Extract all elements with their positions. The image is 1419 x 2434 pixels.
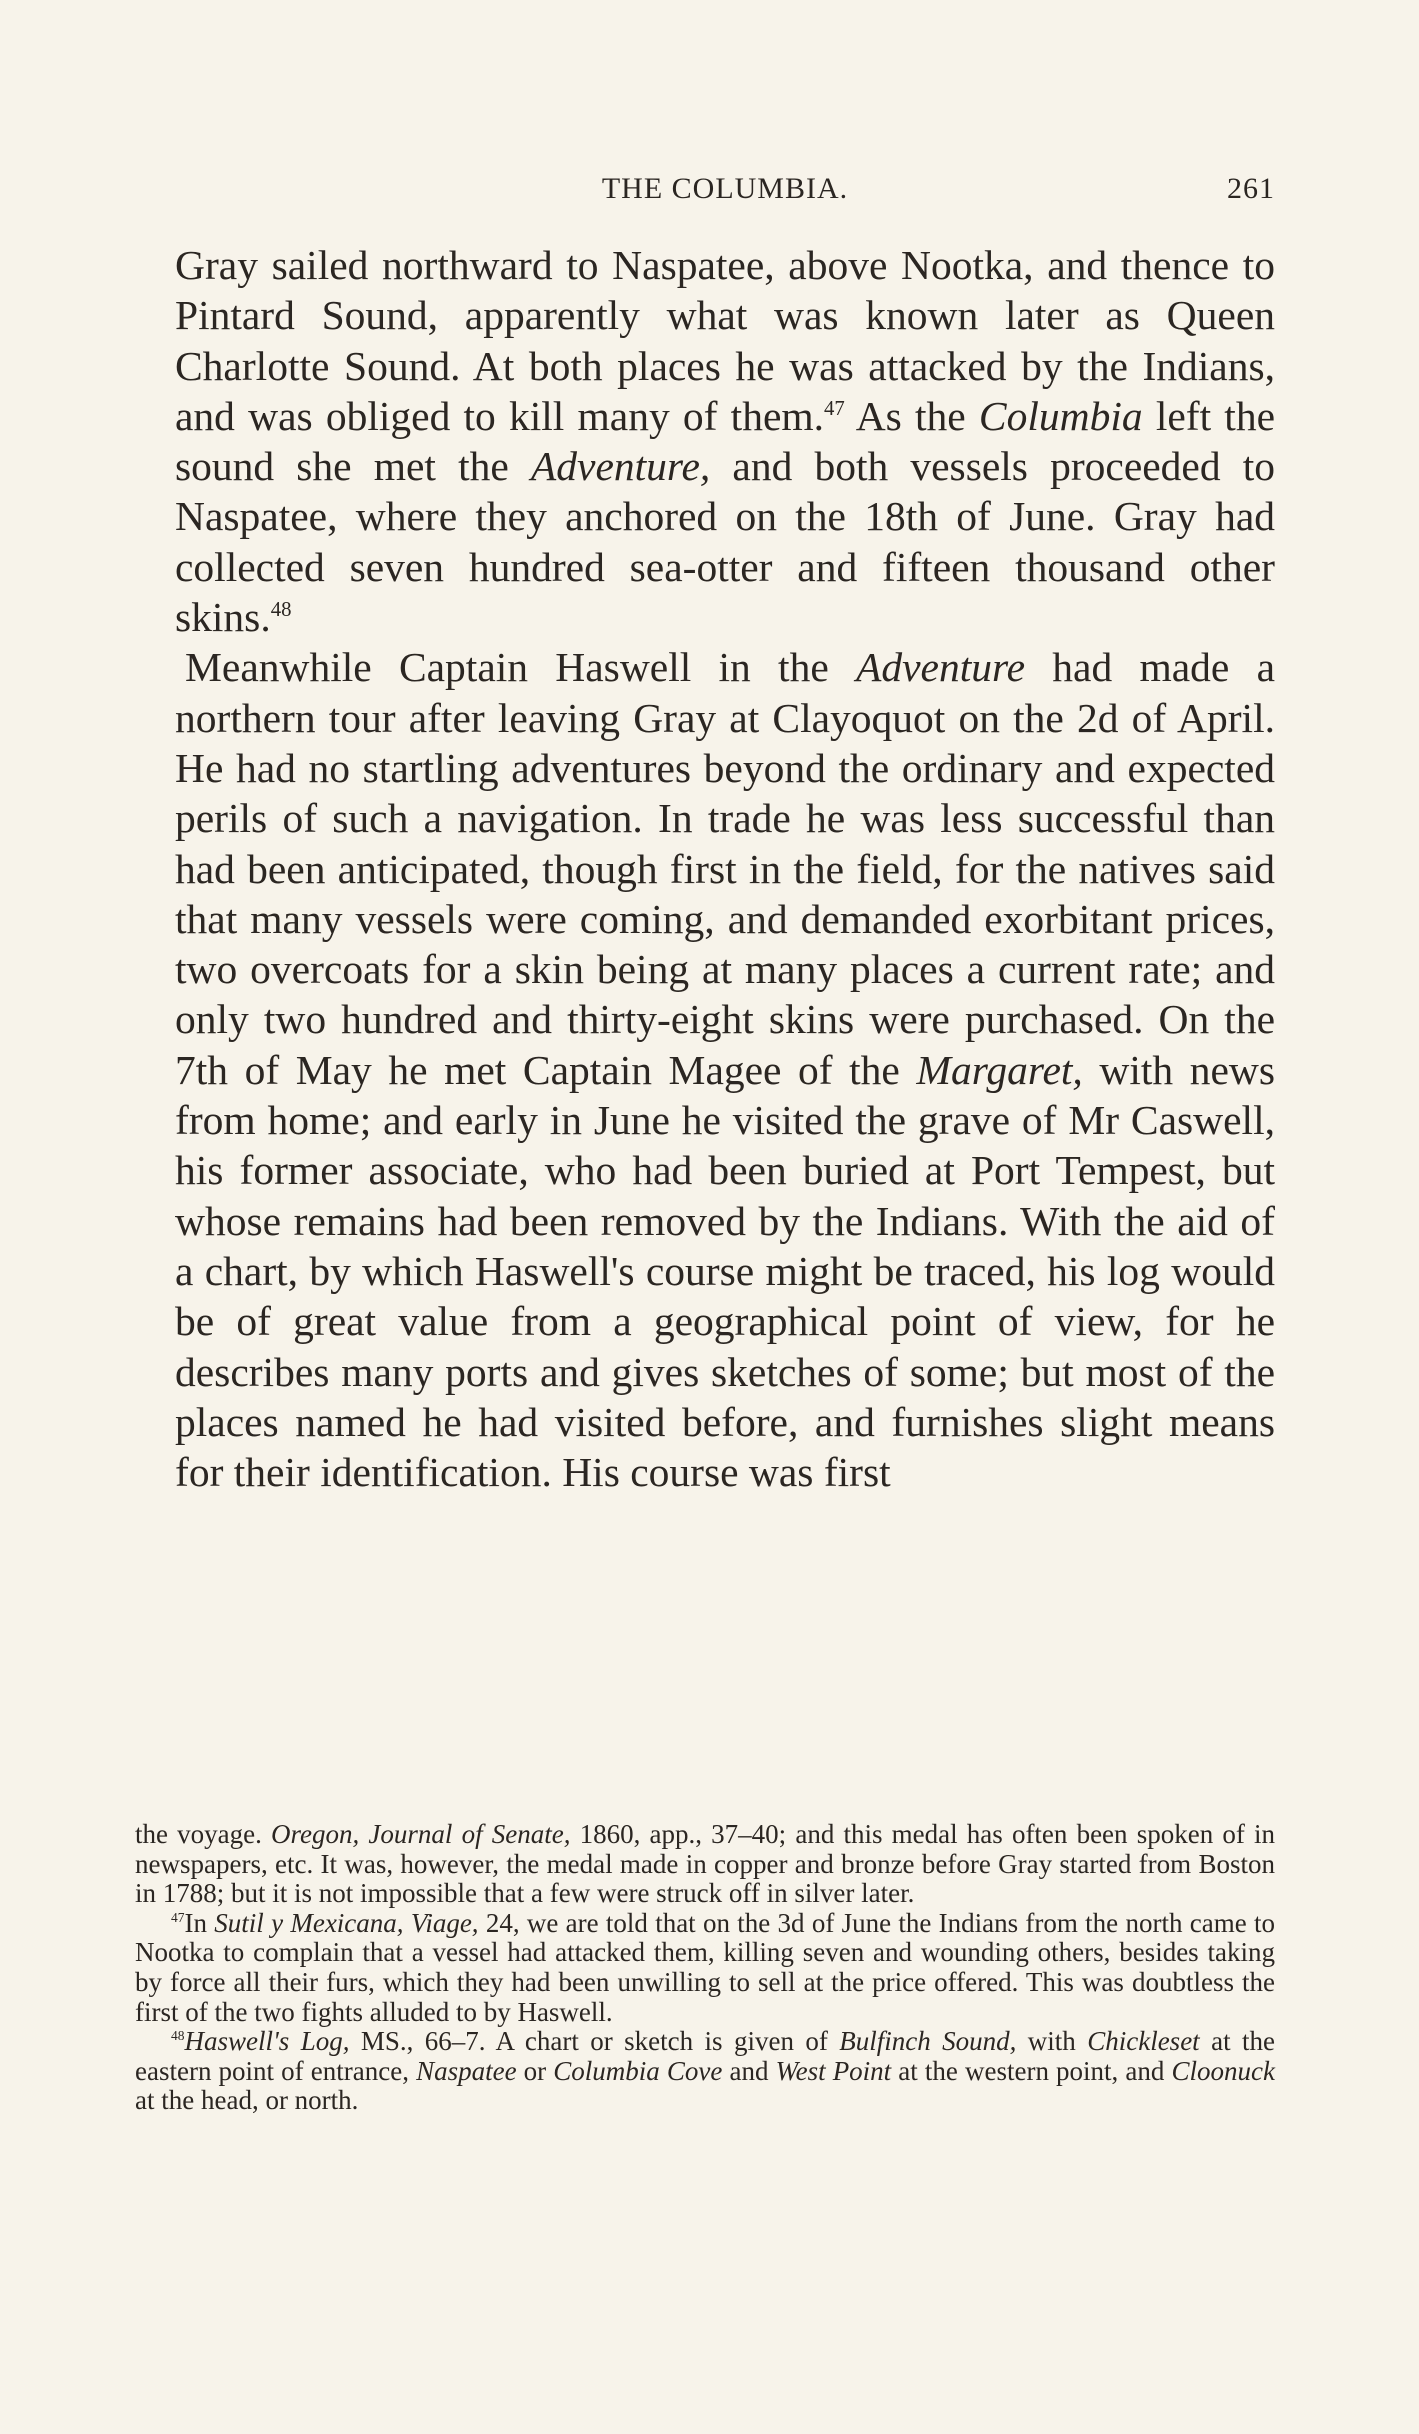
- footnote-47: [135, 1909, 1275, 2027]
- place-name: Bulfinch Sound,: [839, 2026, 1017, 2057]
- place-name: West Point: [775, 2055, 892, 2086]
- running-head: [175, 172, 1275, 212]
- footnote-48: [135, 2027, 1275, 2116]
- footnote-ref-48: 48: [270, 599, 292, 622]
- text-span: the voyage.: [135, 1819, 272, 1849]
- text-span: left the sound she met the: [175, 392, 1276, 490]
- text-span: at the eastern point of entrance,: [135, 2026, 1275, 2086]
- footnote-continuation: [135, 1820, 1275, 1909]
- text-span: Gray sailed northward to Naspatee, above Nootka, and thence to Pintard Sound, apparently what was known later as Queen Charlotte Sound. At both places he was attacked by the Indians, and was obliged to kill many of them.: [175, 242, 1275, 439]
- ship-name-margaret: Margaret,: [916, 1046, 1083, 1093]
- text-span: Meanwhile Captain Haswell in the: [185, 644, 857, 691]
- page-number: 261: [1227, 172, 1275, 205]
- text-span: In: [184, 1907, 215, 1938]
- text-span: 1860, app., 37–40; and this medal has often been spoken of in newspapers, etc. It was, however, the medal made in copper and bronze before Gray started from Boston in 1788; but it is not impossible that a few were struck off in silver later.: [135, 1819, 1276, 1909]
- footnote-ref-47: 47: [824, 398, 845, 421]
- text-span: As the: [844, 392, 979, 439]
- citation-title: Sutil y Mexicana, Viage,: [214, 1907, 479, 1938]
- ship-name-adventure: Adventure,: [530, 443, 711, 490]
- text-span: or: [516, 2055, 554, 2086]
- place-name: Cloonuck: [1171, 2055, 1275, 2086]
- place-name: Naspatee: [416, 2055, 517, 2086]
- place-name: Columbia Cove: [553, 2055, 723, 2086]
- text-span: 24, we are told that on the 3d of June the Indians from the north came to Nootka to complain that a vessel had attacked them, killing seven and wounding others, besides taking by force all their furs, which they had been unwilling to sell at the price offered. This was doubtless the first of the two fights alluded to by Haswell.: [135, 1907, 1275, 2027]
- citation-title: Oregon, Journal of Senate,: [271, 1819, 571, 1849]
- paragraph-1: [175, 240, 1275, 642]
- ship-name-columbia: Columbia: [978, 392, 1143, 439]
- text-span: with: [1016, 2026, 1088, 2057]
- body-text: [175, 240, 1275, 1497]
- citation-title: Haswell's Log,: [184, 2026, 350, 2057]
- ship-name-adventure: Adventure: [856, 644, 1026, 691]
- text-span: had made a northern tour after leaving Gray at Clayoquot on the 2d of April. He had no startling adventures beyond the ordinary and expected perils of such a navigation. In trade he was less successful than had been anticipated, though first in the field, for the natives said that many vessels were coming, and demanded exorbitant prices, two overcoats for a skin being at many places a current rate; and only two hundred and thirty-eight skins were purchased. On the 7th of May he met Captain Magee of the: [175, 644, 1275, 1093]
- footnote-marker: 47: [171, 1909, 185, 1925]
- place-name: Chickleset: [1087, 2026, 1200, 2057]
- footnotes: [135, 1820, 1275, 2116]
- text-span: at the head, or north.: [135, 2085, 359, 2116]
- text-span: and both vessels proceeded to Naspatee, where they anchored on the 18th of June. Gray had collected seven hundred sea-otter and fifteen thousand other skins.: [175, 443, 1275, 641]
- text-span: with news from home; and early in June he visited the grave of Mr Caswell, his former associate, who had been buried at Port Tempest, but whose remains had been removed by the Indians. With the aid of a chart, by which Haswell's course might be traced, his log would be of great value from a geographical point of view, for he describes many ports and gives sketches of some; but most of the places named he had visited before, and furnishes slight means for their identification. His course was first: [175, 1046, 1275, 1496]
- text-span: MS., 66–7. A chart or sketch is given of: [349, 2026, 840, 2057]
- running-title: THE COLUMBIA.: [601, 172, 849, 205]
- text-span: and: [722, 2055, 776, 2086]
- paragraph-2: [175, 642, 1275, 1497]
- text-span: at the western point, and: [891, 2055, 1172, 2086]
- footnote-marker: 48: [171, 2028, 185, 2044]
